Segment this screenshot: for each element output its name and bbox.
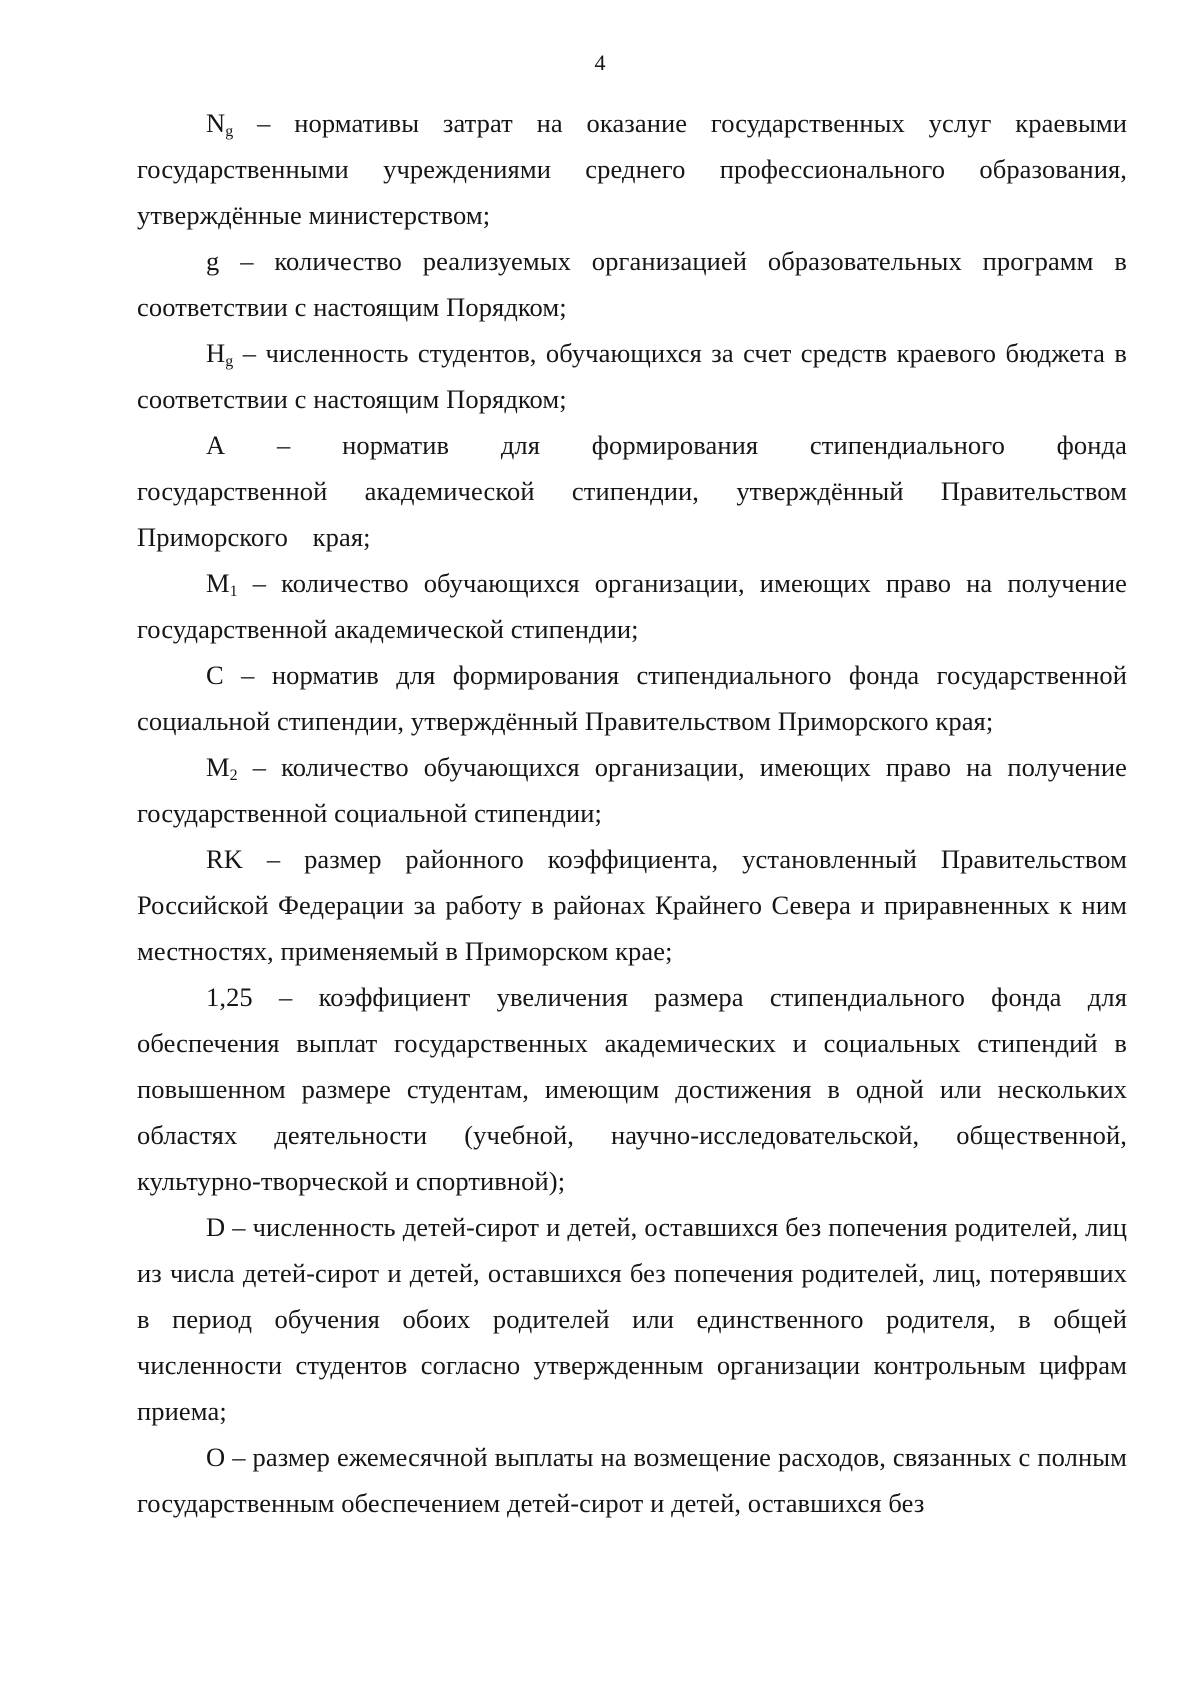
definition-hg <box>137 330 1127 422</box>
definition-text: – норматив для формирования стипендиального фонда государственной социальной стипендии, утверждённый Правительством Приморского края; <box>137 660 1127 736</box>
definition-d <box>137 1204 1127 1434</box>
symbol: 1,25 <box>206 982 253 1012</box>
symbol: D <box>206 1212 226 1242</box>
definition-ng <box>137 100 1127 238</box>
definition-text: – коэффициент увеличения размера стипендиального фонда для обеспечения выплат государственных академических и социальных стипендий в повышенном размере студентам, имеющим достижения в одной или нескольких областях деятельности (учебной, научно-исследовательской, общественной, культурно-творческой и спортивной); <box>137 982 1127 1196</box>
symbol: g <box>206 246 220 276</box>
page-number: 4 <box>594 50 606 75</box>
definition-text: – количество обучающихся организации, имеющих право на получение государственной академической стипендии; <box>137 568 1127 644</box>
definition-text: – количество реализуемых организацией образовательных программ в соответствии с настоящим Порядком; <box>137 246 1127 322</box>
symbol-subscript: g <box>225 353 234 370</box>
definition-o <box>137 1434 1127 1526</box>
symbol-subscript: 1 <box>229 583 238 600</box>
symbol: А <box>206 430 226 460</box>
symbol-subscript: 2 <box>229 767 238 784</box>
symbol: M <box>206 568 230 598</box>
definition-m1 <box>137 560 1127 652</box>
definition-m2 <box>137 744 1127 836</box>
definition-a <box>137 422 1127 560</box>
definition-text: – нормативы затрат на оказание государственных услуг краевыми государственными учреждениями среднего профессионального образования, утверждённые министерством; <box>137 108 1127 230</box>
symbol: N <box>206 108 226 138</box>
symbol: С <box>206 660 224 690</box>
definition-coefficient <box>137 974 1127 1204</box>
definition-g <box>137 238 1127 330</box>
definition-text: – норматив для формирования стипендиального фонда государственной академической стипендии, утверждённый Правительством Приморского края; <box>137 430 1127 552</box>
definition-text: – численность студентов, обучающихся за счет средств краевого бюджета в соответствии с настоящим Порядком; <box>137 338 1127 414</box>
symbol: О <box>206 1442 226 1472</box>
definition-text: – численность детей-сирот и детей, оставшихся без попечения родителей, лиц из числа детей-сирот и детей, оставшихся без попечения родителей, лиц, потерявших в период обучения обоих родителей или единственного родителя, в общей численности студентов согласно утвержденным организации контрольным цифрам приема; <box>137 1212 1127 1426</box>
definitions-list <box>137 100 1127 1526</box>
symbol: RK <box>206 844 244 874</box>
definition-rk <box>137 836 1127 974</box>
symbol: H <box>206 338 226 368</box>
definition-c <box>137 652 1127 744</box>
definition-text: – размер ежемесячной выплаты на возмещение расходов, связанных с полным государственным обеспечением детей-сирот и детей, оставшихся без <box>137 1442 1127 1518</box>
definition-text: – количество обучающихся организации, имеющих право на получение государственной социальной стипендии; <box>137 752 1127 828</box>
symbol-subscript: g <box>225 123 234 140</box>
symbol: M <box>206 752 230 782</box>
definition-text: – размер районного коэффициента, установленный Правительством Российской Федерации за работу в районах Крайнего Севера и приравненных к ним местностях, применяемый в Приморском крае; <box>137 844 1127 966</box>
